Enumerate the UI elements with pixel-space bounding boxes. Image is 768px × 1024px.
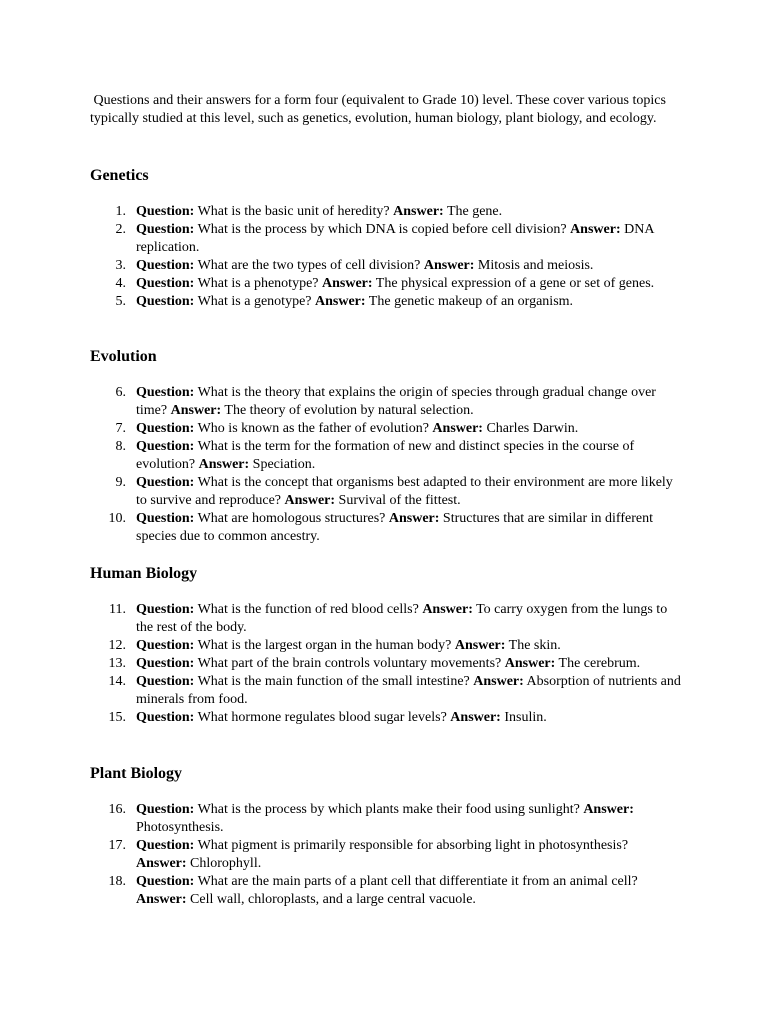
question-text: What are the two types of cell division? <box>197 258 421 273</box>
question-text: What pigment is primarily responsible for absorbing light in photosynthesis? <box>197 838 629 853</box>
section-heading: Plant Biology <box>90 765 183 782</box>
answer-text: Chlorophyll. <box>190 856 262 871</box>
question-label: Question: <box>136 638 195 653</box>
question-list <box>90 203 690 311</box>
section-heading: Human Biology <box>90 565 198 582</box>
answer-text: Charles Darwin. <box>486 421 579 436</box>
question-item <box>90 637 690 655</box>
item-number: 5. <box>115 294 126 309</box>
question-label: Question: <box>136 602 195 617</box>
answer-text: The theory of evolution by natural selection. <box>224 403 474 418</box>
item-number: 16. <box>108 802 126 817</box>
question-label: Question: <box>136 710 195 725</box>
question-label: Question: <box>136 511 195 526</box>
item-number: 13. <box>108 656 126 671</box>
question-text: What is the function of red blood cells? <box>197 602 419 617</box>
item-number: 12. <box>108 638 126 653</box>
item-number: 7. <box>115 421 126 436</box>
answer-label: Answer: <box>450 710 501 725</box>
question-item <box>90 801 690 837</box>
question-item <box>90 438 690 474</box>
question-item <box>90 275 690 293</box>
question-label: Question: <box>136 656 195 671</box>
question-item <box>90 601 690 637</box>
question-label: Question: <box>136 258 195 273</box>
question-label: Question: <box>136 475 195 490</box>
answer-text: The genetic makeup of an organism. <box>368 294 574 309</box>
answer-text: DNA replication. <box>136 222 654 255</box>
answer-label: Answer: <box>322 276 373 291</box>
answer-text: Cell wall, chloroplasts, and a large central vacuole. <box>190 892 476 907</box>
item-number: 3. <box>115 258 126 273</box>
question-text: What is the main function of the small intestine? <box>197 674 470 689</box>
question-label: Question: <box>136 421 195 436</box>
question-label: Question: <box>136 204 195 219</box>
question-list <box>90 601 690 727</box>
item-number: 9. <box>115 475 126 490</box>
question-text: What is the largest organ in the human body? <box>197 638 452 653</box>
answer-label: Answer: <box>388 511 440 526</box>
question-text: What is the process by which plants make their food using sunlight? <box>197 802 580 817</box>
answer-label: Answer: <box>393 204 444 219</box>
item-number: 8. <box>115 439 126 454</box>
answer-text: The cerebrum. <box>558 656 641 671</box>
item-number: 4. <box>115 276 126 291</box>
answer-label: Answer: <box>170 403 222 418</box>
item-number: 17. <box>108 838 126 853</box>
answer-label: Answer: <box>315 294 366 309</box>
section-heading: Evolution <box>90 348 157 365</box>
section-evolution <box>90 347 690 544</box>
question-label: Question: <box>136 276 195 291</box>
question-text: What part of the brain controls voluntary movements? <box>197 656 502 671</box>
question-label: Question: <box>136 874 195 889</box>
intro-paragraph: Questions and their answers for a form four (equivalent to Grade 10) level. These cover various topics typically studied at this level, such as genetics, evolution, human biology, plant biology, and ecology. <box>90 93 670 126</box>
item-number: 10. <box>108 511 126 526</box>
answer-label: Answer: <box>583 802 634 817</box>
answer-label: Answer: <box>454 638 506 653</box>
answer-label: Answer: <box>473 674 524 689</box>
item-number: 6. <box>115 385 126 400</box>
answer-text: To carry oxygen from the lungs to the rest of the body. <box>136 602 668 635</box>
question-item <box>90 384 690 420</box>
section-plant-biology <box>90 764 690 907</box>
item-number: 14. <box>108 674 126 689</box>
answer-text: Insulin. <box>504 710 547 725</box>
question-text: What are homologous structures? <box>197 511 386 526</box>
question-item <box>90 474 690 510</box>
answer-label: Answer: <box>423 258 475 273</box>
answer-label: Answer: <box>422 602 473 617</box>
question-text: What is the theory that explains the origin of species through gradual change over time? <box>136 385 656 418</box>
question-text: What hormone regulates blood sugar levels? <box>197 710 447 725</box>
answer-label: Answer: <box>136 892 187 907</box>
answer-text: Structures that are similar in different species due to common ancestry. <box>136 511 653 544</box>
section-heading: Genetics <box>90 167 149 184</box>
question-text: What are the main parts of a plant cell that differentiate it from an animal cell? <box>197 874 638 889</box>
question-list <box>90 384 690 546</box>
item-number: 18. <box>108 874 126 889</box>
question-text: What is the process by which DNA is copied before cell division? <box>197 222 567 237</box>
question-text: What is the term for the formation of new and distinct species in the course of evolution? <box>136 439 635 472</box>
question-item <box>90 293 690 311</box>
item-number: 11. <box>109 602 126 617</box>
question-item <box>90 257 690 275</box>
question-item <box>90 221 690 257</box>
answer-text: The physical expression of a gene or set of genes. <box>375 276 655 291</box>
question-item <box>90 510 690 546</box>
answer-text: The skin. <box>508 638 561 653</box>
answer-text: Survival of the fittest. <box>338 493 461 508</box>
section-genetics <box>90 166 690 309</box>
question-text: What is a genotype? <box>197 294 312 309</box>
question-text: What is the basic unit of heredity? <box>197 204 390 219</box>
question-text: What is a phenotype? <box>197 276 319 291</box>
question-list <box>90 801 690 909</box>
answer-text: Speciation. <box>252 457 316 472</box>
question-label: Question: <box>136 222 195 237</box>
item-number: 2. <box>115 222 126 237</box>
item-number: 1. <box>115 204 126 219</box>
answer-text: Absorption of nutrients and minerals from food. <box>136 674 681 707</box>
question-label: Question: <box>136 439 195 454</box>
question-item <box>90 673 690 709</box>
question-item <box>90 709 690 727</box>
answer-label: Answer: <box>570 222 621 237</box>
answer-text: The gene. <box>446 204 503 219</box>
question-text: Who is known as the father of evolution? <box>197 421 429 436</box>
answer-text: Mitosis and meiosis. <box>477 258 594 273</box>
section-human-biology <box>90 564 690 725</box>
question-label: Question: <box>136 838 195 853</box>
question-text: What is the concept that organisms best adapted to their environment are more likely to survive and reproduce? <box>136 475 673 508</box>
answer-label: Answer: <box>136 856 187 871</box>
question-label: Question: <box>136 674 195 689</box>
answer-text: Photosynthesis. <box>136 820 224 835</box>
question-item <box>90 655 690 673</box>
answer-label: Answer: <box>198 457 250 472</box>
item-number: 15. <box>108 710 126 725</box>
question-label: Question: <box>136 294 195 309</box>
question-label: Question: <box>136 385 195 400</box>
question-item <box>90 837 690 873</box>
answer-label: Answer: <box>284 493 336 508</box>
answer-label: Answer: <box>504 656 556 671</box>
question-item <box>90 873 690 909</box>
question-item <box>90 420 690 438</box>
question-item <box>90 203 690 221</box>
answer-label: Answer: <box>432 421 483 436</box>
question-label: Question: <box>136 802 195 817</box>
